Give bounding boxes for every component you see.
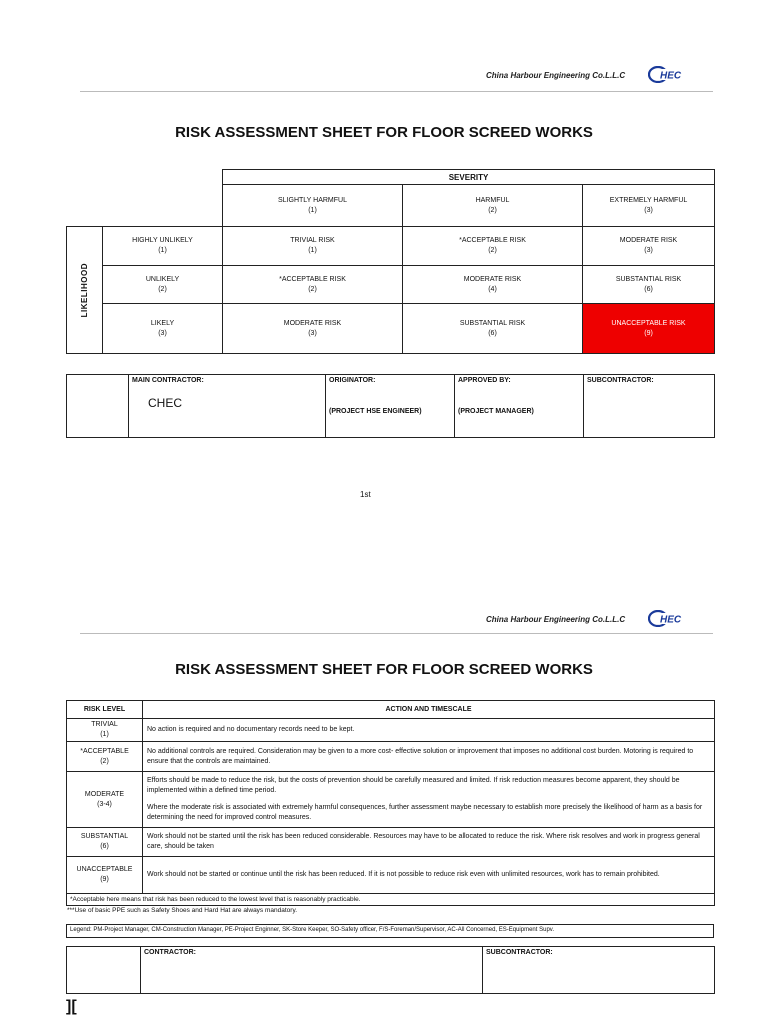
acceptable-footnote: *Acceptable here means that risk has been reduced to the lowest level that is reasonably practicable. [67,894,715,906]
svg-text:HEC: HEC [660,614,682,626]
action-table [66,700,715,906]
severity-col-3: EXTREMELY HARMFUL (3) [583,185,715,227]
risk-level-trivial: TRIVIAL (1) [67,719,143,742]
page-title: RISK ASSESSMENT SHEET FOR FLOOR SCREED WORKS [175,124,593,141]
risk-cell: MODERATE RISK (3) [223,304,403,354]
chec-logo-icon [648,610,688,627]
company-name: China Harbour Engineering Co.L.L.C [486,71,626,80]
legend-box [66,924,714,938]
risk-cell-unacceptable: UNACCEPTABLE RISK (9) [583,304,715,354]
approved-by-label: APPROVED BY: [458,377,511,384]
originator-field [326,375,455,438]
risk-cell: SUBSTANTIAL RISK (6) [583,266,715,304]
action-text: No additional controls are required. Consideration may be given to a more cost- effective solution or improvement that imposes no additional cost burden. Motoring is required to ensure that the controls are maintained. [143,742,715,772]
bottom-mark: ][ [66,998,77,1015]
page-number: 1st [360,490,371,499]
risk-cell: SUBSTANTIAL RISK (6) [403,304,583,354]
subcontractor-label: SUBCONTRACTOR: [486,949,553,956]
severity-label: SEVERITY [223,170,715,185]
page-title: RISK ASSESSMENT SHEET FOR FLOOR SCREED WORKS [175,661,593,678]
likelihood-row-3: LIKELY (3) [103,304,223,354]
main-contractor-value: CHEC [148,396,183,410]
company-name: China Harbour Engineering Co.L.L.C [486,615,626,624]
ppe-note: ***Use of basic PPE such as Safety Shoes and Hard Hat are always mandatory. [67,907,298,914]
header-rule [80,91,713,92]
risk-level-unacceptable: UNACCEPTABLE (9) [67,857,143,894]
likelihood-label: LIKELIHOOD [67,227,103,354]
action-text: Efforts should be made to reduce the risk, but the costs of prevention should be carefully measured and limited. If risk reduction measures become apparent, they should be implemented within a defined time period. Where the moderate risk is associated with extremely harmful consequences, further assessment maybe necessary to establish more precisely the likelihood of harm as a basis for determining the need for improved control measures. [143,772,715,828]
action-header: ACTION AND TIMESCALE [143,701,715,719]
action-text: Work should not be started until the risk has been reduced considerable. Resources may have to be allocated to reduce the risk. Where risk resolves and work in progress general care, should be taken [143,828,715,857]
severity-col-1: SLIGHTLY HARMFUL (1) [223,185,403,227]
risk-level-header: RISK LEVEL [67,701,143,719]
risk-level-substantial: SUBSTANTIAL (6) [67,828,143,857]
risk-matrix [66,169,715,354]
legend-text: Legend: PM-Project Manager, CM-Construction Manager, PE-Project Enginner, SK-Store Keeper, SO-Safety officer, F/S-Foreman/Supervisor, AC-All Concerned, ES-Equipment Supv. [70,927,555,933]
contractor-label: CONTRACTOR: [144,949,196,956]
risk-level-moderate: MODERATE (3-4) [67,772,143,828]
main-contractor-field [129,375,326,438]
likelihood-row-1: HIGHLY UNLIKELY (1) [103,227,223,266]
likelihood-row-2: UNLIKELY (2) [103,266,223,304]
approved-by-field [455,375,584,438]
svg-text:HEC: HEC [660,70,682,82]
risk-cell: MODERATE RISK (3) [583,227,715,266]
risk-cell: TRIVIAL RISK (1) [223,227,403,266]
contractor-blank [67,947,141,994]
header-rule [80,633,713,634]
contractor-field [141,947,483,994]
risk-cell: *ACCEPTABLE RISK (2) [223,266,403,304]
action-text: Work should not be started or continue until the risk has been reduced. If it is not possible to reduce risk even with unlimited resources, work has to remain prohibited. [143,857,715,894]
action-text: No action is required and no documentary records need to be kept. [143,719,715,742]
contractor-signoff-table [66,946,715,994]
risk-cell: MODERATE RISK (4) [403,266,583,304]
risk-cell: *ACCEPTABLE RISK (2) [403,227,583,266]
risk-level-acceptable: *ACCEPTABLE (2) [67,742,143,772]
chec-logo-icon [648,66,688,83]
signoff-table [66,374,715,438]
subcontractor-field [584,375,715,438]
subcontractor-field [483,947,715,994]
severity-col-2: HARMFUL (2) [403,185,583,227]
subcontractor-label: SUBCONTRACTOR: [587,377,654,384]
approved-by-value: (PROJECT MANAGER) [458,408,534,415]
signoff-blank [67,375,129,438]
originator-label: ORIGINATOR: [329,377,376,384]
originator-value: (PROJECT HSE ENGINEER) [329,408,422,415]
main-contractor-label: MAIN CONTRACTOR: [132,377,204,384]
